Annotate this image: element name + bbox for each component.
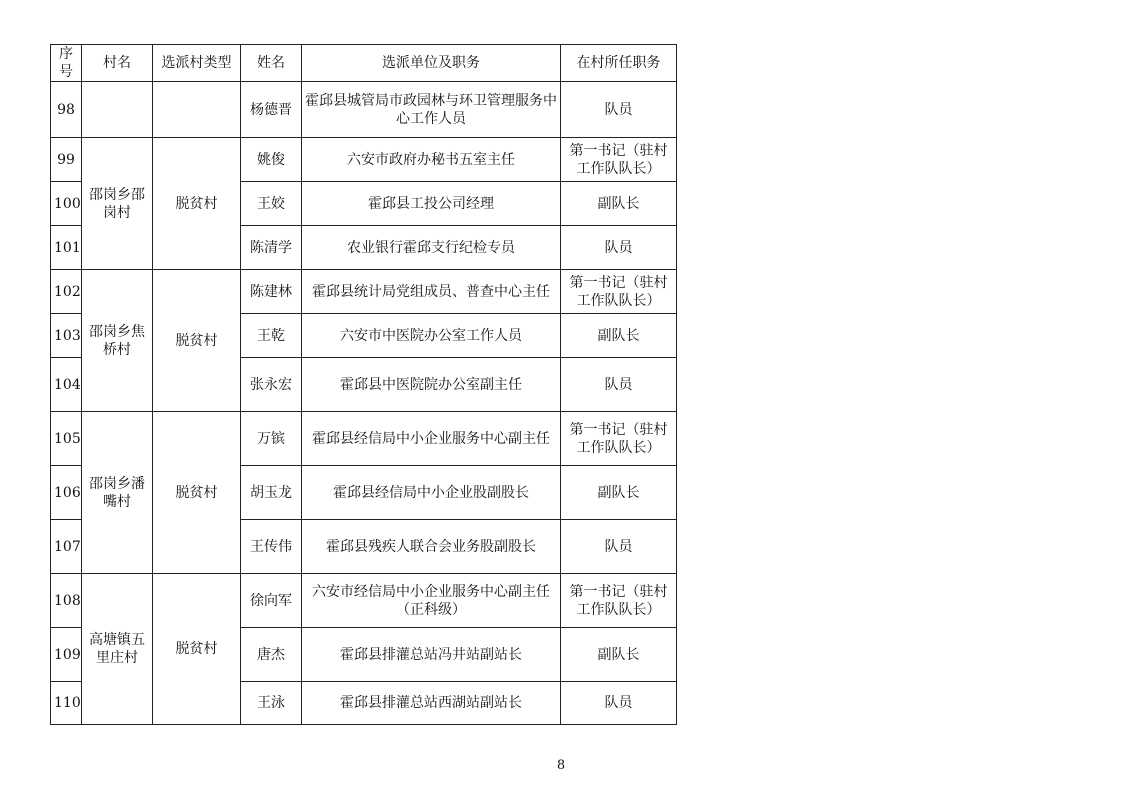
header-index: 序号: [51, 45, 82, 82]
post-cell: 副队长: [561, 314, 677, 358]
unit-cell: 霍邱县排灌总站西湖站副站长: [302, 682, 561, 725]
row-index: 106: [51, 466, 82, 520]
name-cell: 王传伟: [241, 520, 302, 574]
type-cell: [153, 82, 241, 138]
post-cell: 副队长: [561, 182, 677, 226]
unit-cell: 霍邱县中医院院办公室副主任: [302, 358, 561, 412]
post-cell: 第一书记（驻村工作队队长）: [561, 138, 677, 182]
name-cell: 陈清学: [241, 226, 302, 270]
row-index: 101: [51, 226, 82, 270]
type-cell: 脱贫村: [153, 412, 241, 574]
header-unit: 选派单位及职务: [302, 45, 561, 82]
village-cell: 高塘镇五里庄村: [82, 574, 153, 725]
unit-cell: 霍邱县排灌总站冯井站副站长: [302, 628, 561, 682]
village-cell: 邵岗乡邵岗村: [82, 138, 153, 270]
unit-cell: 霍邱县残疾人联合会业务股副股长: [302, 520, 561, 574]
table-row: [51, 412, 677, 466]
post-cell: 队员: [561, 82, 677, 138]
row-index: 104: [51, 358, 82, 412]
name-cell: 徐向军: [241, 574, 302, 628]
type-cell: 脱贫村: [153, 270, 241, 412]
row-index: 98: [51, 82, 82, 138]
unit-cell: 霍邱县工投公司经理: [302, 182, 561, 226]
post-cell: 第一书记（驻村工作队队长）: [561, 412, 677, 466]
name-cell: 胡玉龙: [241, 466, 302, 520]
unit-cell: 霍邱县经信局中小企业服务中心副主任: [302, 412, 561, 466]
post-cell: 第一书记（驻村工作队队长）: [561, 270, 677, 314]
row-index: 110: [51, 682, 82, 725]
row-index: 108: [51, 574, 82, 628]
name-cell: 万镔: [241, 412, 302, 466]
header-row: [51, 45, 677, 82]
roster-table: [50, 44, 677, 725]
name-cell: 陈建林: [241, 270, 302, 314]
header-type: 选派村类型: [153, 45, 241, 82]
unit-cell: 霍邱县经信局中小企业股副股长: [302, 466, 561, 520]
type-cell: 脱贫村: [153, 138, 241, 270]
unit-cell: 农业银行霍邱支行纪检专员: [302, 226, 561, 270]
table-row: [51, 82, 677, 138]
row-index: 109: [51, 628, 82, 682]
table-row: [51, 574, 677, 628]
type-cell: 脱贫村: [153, 574, 241, 725]
unit-cell: 霍邱县城管局市政园林与环卫管理服务中心工作人员: [302, 82, 561, 138]
name-cell: 张永宏: [241, 358, 302, 412]
village-cell: [82, 82, 153, 138]
name-cell: 姚俊: [241, 138, 302, 182]
row-index: 107: [51, 520, 82, 574]
unit-cell: 六安市中医院办公室工作人员: [302, 314, 561, 358]
row-index: 105: [51, 412, 82, 466]
post-cell: 队员: [561, 358, 677, 412]
page-number: 8: [556, 758, 566, 773]
name-cell: 唐杰: [241, 628, 302, 682]
header-village: 村名: [82, 45, 153, 82]
unit-cell: 六安市经信局中小企业服务中心副主任（正科级）: [302, 574, 561, 628]
name-cell: 王姣: [241, 182, 302, 226]
post-cell: 副队长: [561, 466, 677, 520]
post-cell: 队员: [561, 520, 677, 574]
header-post: 在村所任职务: [561, 45, 677, 82]
post-cell: 队员: [561, 226, 677, 270]
name-cell: 杨德晋: [241, 82, 302, 138]
name-cell: 王泳: [241, 682, 302, 725]
row-index: 100: [51, 182, 82, 226]
unit-cell: 六安市政府办秘书五室主任: [302, 138, 561, 182]
post-cell: 第一书记（驻村工作队队长）: [561, 574, 677, 628]
header-name: 姓名: [241, 45, 302, 82]
post-cell: 队员: [561, 682, 677, 725]
table-row: [51, 138, 677, 182]
unit-cell: 霍邱县统计局党组成员、普查中心主任: [302, 270, 561, 314]
row-index: 102: [51, 270, 82, 314]
village-cell: 邵岗乡焦桥村: [82, 270, 153, 412]
village-cell: 邵岗乡潘嘴村: [82, 412, 153, 574]
row-index: 103: [51, 314, 82, 358]
table-row: [51, 270, 677, 314]
row-index: 99: [51, 138, 82, 182]
post-cell: 副队长: [561, 628, 677, 682]
name-cell: 王乾: [241, 314, 302, 358]
